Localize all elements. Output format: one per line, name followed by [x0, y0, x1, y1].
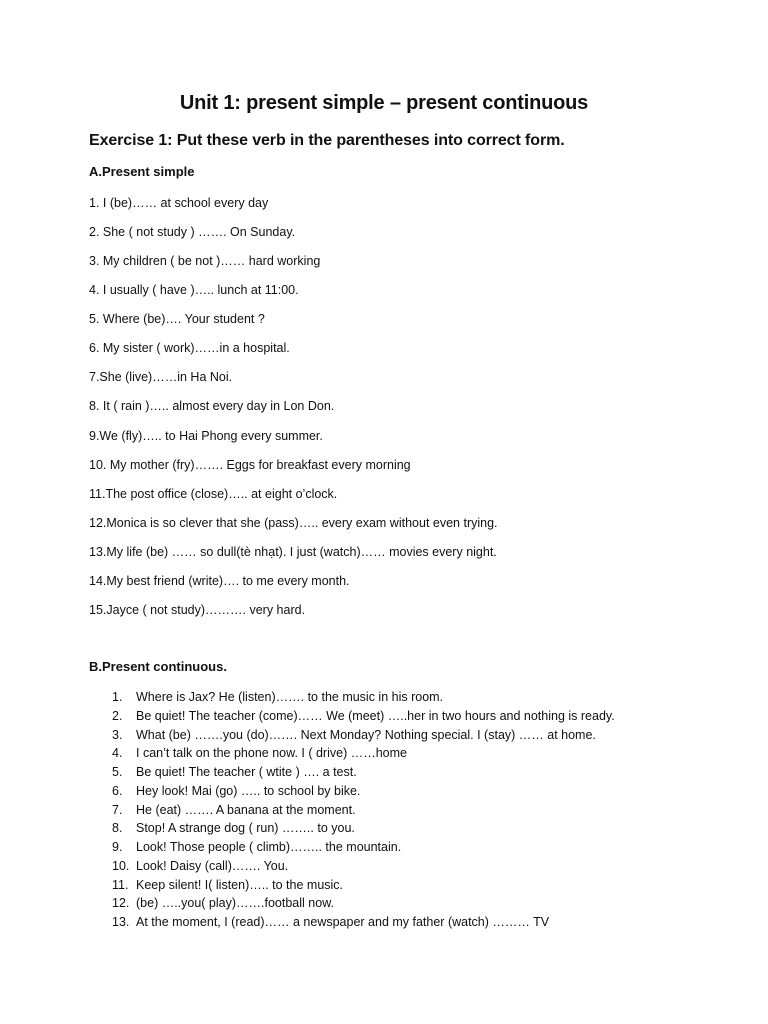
exercise-item: [112, 689, 615, 708]
item-text: Be quiet! The teacher (come)…… We (meet) …..her in two hours and nothing is ready.: [136, 708, 615, 723]
item-number: 13.: [112, 915, 130, 929]
exercise-item: 15.Jayce ( not study)………. very hard.: [89, 602, 306, 617]
exercise-item: 4. I usually ( have )….. lunch at 11:00.: [89, 283, 299, 298]
section-a-heading: A.Present simple: [89, 164, 195, 179]
item-number: 7.: [112, 802, 123, 817]
exercise-item: 1. I (be)…… at school every day: [89, 196, 269, 210]
item-number: 2.: [112, 708, 123, 723]
exercise-item: [112, 839, 615, 858]
exercise-item: 2. She ( not study ) ……. On Sunday.: [89, 225, 296, 240]
exercise-heading: Exercise 1: Put these verb in the parentheses into correct form.: [89, 132, 565, 149]
exercise-item: [112, 727, 615, 746]
exercise-item: 3. My children ( be not )…… hard working: [89, 254, 321, 269]
exercise-item: 8. It ( rain )….. almost every day in Lon Don.: [89, 399, 335, 414]
item-number: 6.: [112, 783, 123, 798]
item-text: What (be) …….you (do)……. Next Monday? Nothing special. I (stay) …… at home.: [136, 727, 596, 742]
item-number: 9.: [112, 840, 123, 854]
exercise-item: 7.She (live)……in Ha Noi.: [89, 370, 233, 385]
page-title: Unit 1: present simple – present continuous: [179, 92, 589, 114]
exercise-item: 10. My mother (fry)……. Eggs for breakfast every morning: [89, 457, 411, 472]
exercise-item: 11.The post office (close)….. at eight o’clock.: [89, 486, 338, 501]
item-text: Hey look! Mai (go) ….. to school by bike.: [136, 783, 361, 798]
item-number: 5.: [112, 765, 123, 779]
item-text: (be) …..you( play)…….football now.: [136, 896, 334, 911]
exercise-item: 13.My life (be) …… so dull(tè nhạt). I just (watch)…… movies every night.: [89, 544, 497, 559]
exercise-item: [112, 802, 615, 821]
item-number: 10.: [112, 858, 130, 873]
item-number: 11.: [112, 877, 129, 892]
exercise-item: 12.Monica is so clever that she (pass)….. every exam without even trying.: [89, 515, 498, 530]
item-text: Stop! A strange dog ( run) …….. to you.: [136, 821, 355, 836]
exercise-item: [112, 783, 615, 802]
exercise-item: 5. Where (be)…. Your student ?: [89, 312, 265, 327]
item-text: Be quiet! The teacher ( wtite ) …. a test.: [136, 765, 357, 779]
exercise-item: [112, 858, 615, 877]
exercise-item: 9.We (fly)….. to Hai Phong every summer.: [89, 428, 323, 443]
item-text: I can’t talk on the phone now. I ( drive) ……home: [136, 746, 407, 761]
item-text: Where is Jax? He (listen)……. to the music in his room.: [136, 690, 444, 704]
present-continuous-list: [112, 689, 615, 933]
exercise-item: [112, 820, 615, 839]
exercise-item: [112, 914, 615, 933]
exercise-item: [112, 764, 615, 783]
exercise-item: [112, 895, 615, 914]
item-text: He (eat) ……. A banana at the moment.: [136, 802, 356, 817]
item-number: 8.: [112, 821, 123, 836]
exercise-item: 6. My sister ( work)……in a hospital.: [89, 341, 290, 356]
exercise-item: [112, 877, 615, 896]
item-number: 4.: [112, 746, 123, 761]
item-text: At the moment, I (read)…… a newspaper and my father (watch) ……… TV: [136, 915, 550, 929]
exercise-item: [112, 745, 615, 764]
item-text: Keep silent! I( listen)….. to the music.: [136, 877, 344, 892]
item-number: 3.: [112, 727, 123, 742]
exercise-item: [112, 708, 615, 727]
item-text: Look! Those people ( climb)…….. the mountain.: [136, 840, 402, 854]
section-b-heading: B.Present continuous.: [89, 659, 227, 674]
item-text: Look! Daisy (call)……. You.: [136, 858, 289, 873]
exercise-item: 14.My best friend (write)…. to me every month.: [89, 573, 350, 588]
present-simple-list: [89, 195, 498, 631]
item-number: 1.: [112, 690, 123, 704]
item-number: 12.: [112, 896, 130, 911]
